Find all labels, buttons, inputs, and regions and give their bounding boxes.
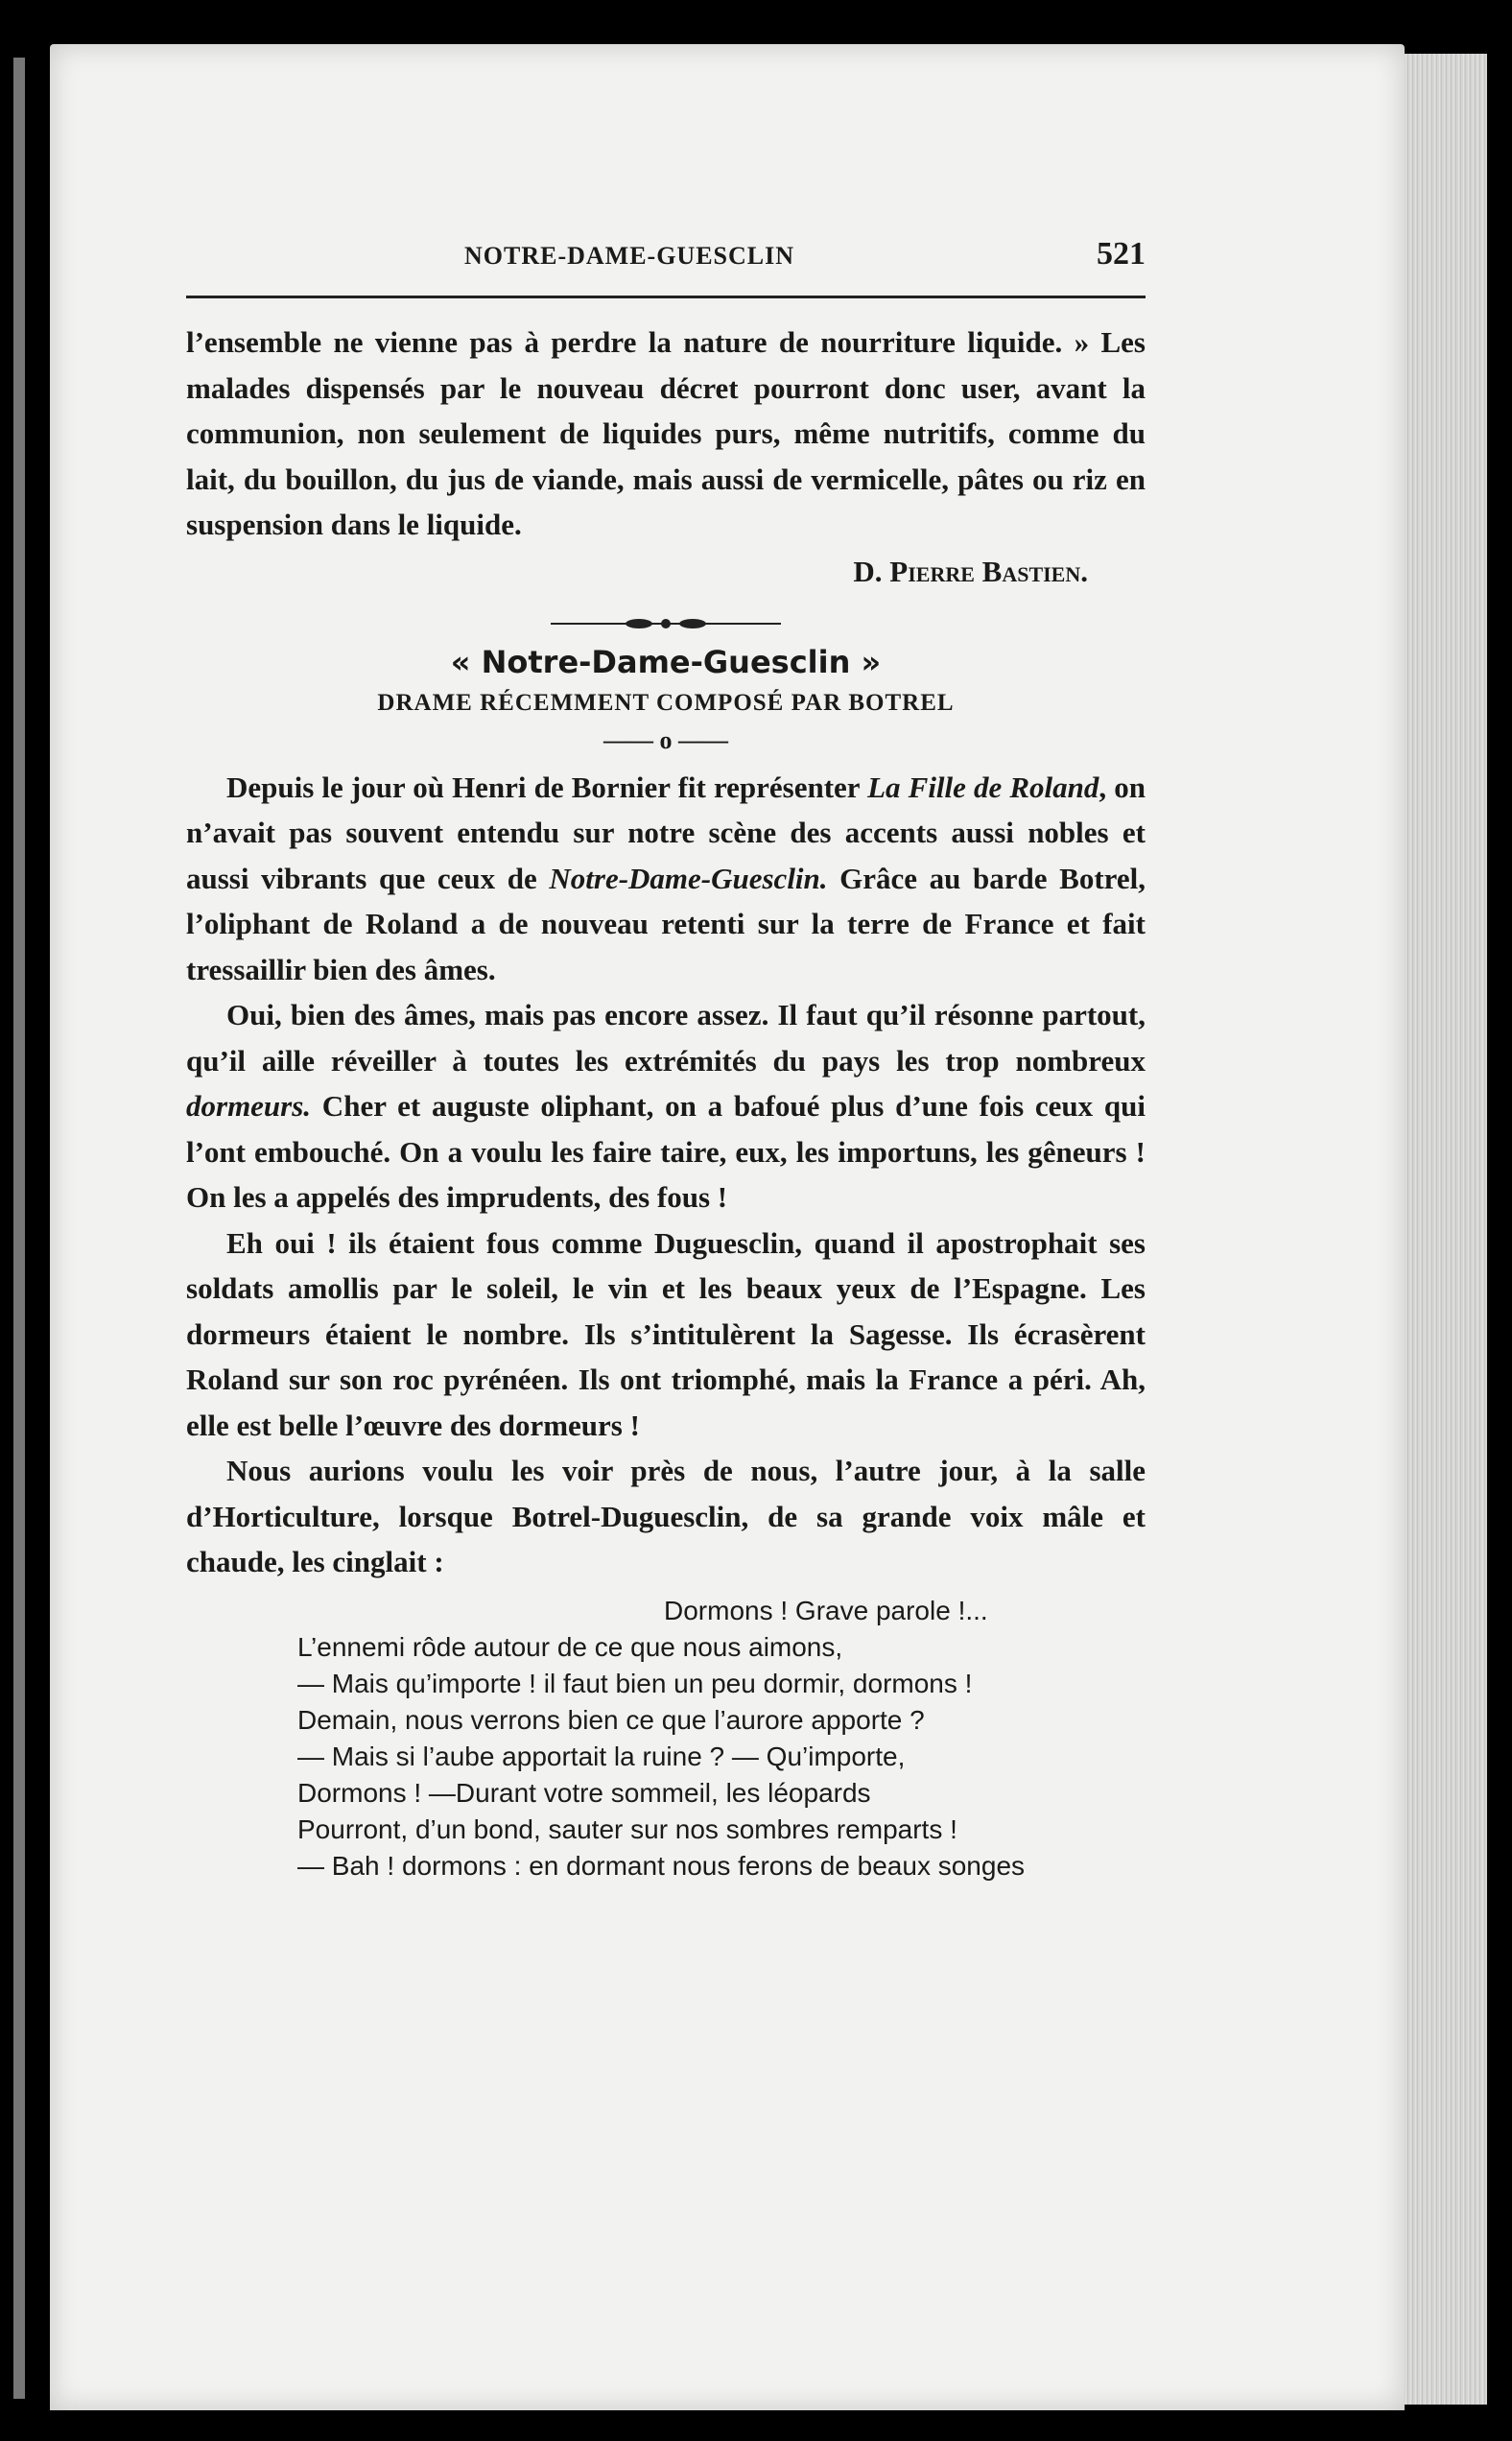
verse-line: Demain, nous verrons bien ce que l’aurore apporte ? (297, 1704, 925, 1735)
page-content (186, 230, 1146, 1884)
text-run: , on n’avait pas souvent entendu sur notre scène des accents aussi nobles et aussi vibrants que ceux de (186, 770, 1146, 895)
page-stack-edges (1405, 54, 1487, 2405)
text-run: Cher et auguste oliphant, on a bafoué plus d’une fois ceux qui l’ont embouché. On a voulu les faire taire, eux, les importuns, les gêneurs ! On les a appelés des imprudents, des fous ! (186, 1089, 1146, 1214)
italic-word: dormeurs. (186, 1089, 312, 1123)
verse-line: Dormons ! —Durant votre sommeil, les léopards (297, 1777, 871, 1808)
verse-line: Pourront, d’un bond, sauter sur nos sombres remparts ! (297, 1813, 957, 1844)
article-paragraph-1 (186, 765, 1146, 993)
verse-line: — Mais qu’importe ! il faut bien un peu dormir, dormons ! (297, 1668, 973, 1698)
section-ornament (186, 613, 1146, 638)
running-head-title: NOTRE-DAME-GUESCLIN (464, 242, 795, 270)
italic-title: Notre-Dame-Guesclin. (549, 861, 828, 895)
verse-line: — Bah ! dormons : en dormant nous ferons de beaux songes (297, 1850, 1026, 1881)
author-signature: D. Pierre Bastien. (853, 554, 1088, 588)
text-run: Grâce au barde Botrel, l’oliphant de Roland a de nouveau retenti sur la terre de France et fait tressaillir bien des âmes. (186, 861, 1146, 986)
article-divider: —— o —— (603, 725, 728, 754)
italic-title: La Fille de Roland (867, 770, 1099, 804)
page-number: 521 (1097, 236, 1146, 272)
article-subtitle: DRAME RÉCEMMENT COMPOSÉ PAR BOTREL (377, 689, 955, 716)
text-run: Depuis le jour où Henri de Bornier fit représenter (226, 770, 868, 804)
article-title: « Notre-Dame-Guesclin » (450, 643, 882, 680)
opening-paragraph: l’ensemble ne vienne pas à perdre la nature de nourriture liquide. » Les malades dispensés par le nouveau décret pourront donc user, avant la communion, non seulement de liquides purs, même nutritifs, comme du lait, du bouillon, du jus de viande, mais aussi de vermicelle, pâtes ou riz en suspension dans le liquide. (186, 325, 1146, 541)
article-paragraph-4: Nous aurions voulu les voir près de nous, l’autre jour, à la salle d’Horticulture, lorsque Botrel-Duguesclin, de sa grande voix mâle et chaude, les cinglait : (186, 1454, 1146, 1578)
article-paragraph-2 (186, 992, 1146, 1220)
verse-line: — Mais si l’aube apportait la ruine ? — Qu’importe, (297, 1741, 906, 1771)
running-head (186, 230, 1146, 288)
text-run: Oui, bien des âmes, mais pas encore assez. Il faut qu’il résonne partout, qu’il aille réveiller à toutes les extrémités du pays les trop nombreux (186, 998, 1146, 1078)
verse-quotation (186, 1593, 1146, 1884)
book-spine-edge (13, 58, 25, 2399)
article-paragraph-3: Eh oui ! ils étaient fous comme Duguesclin, quand il apostrophait ses soldats amollis par le soleil, le vin et les beaux yeux de l’Espagne. Les dormeurs étaient le nombre. Ils s’intitulèrent la Sagesse. Ils écrasèrent Roland sur son roc pyrénéen. Ils ont triomphé, mais la France a péri. Ah, elle est belle l’œuvre des dormeurs ! (186, 1225, 1146, 1442)
ornament-rule-icon (551, 613, 781, 634)
verse-line: L’ennemi rôde autour de ce que nous aimons, (297, 1631, 843, 1662)
header-rule (186, 296, 1146, 298)
verse-line: Dormons ! Grave parole !... (664, 1595, 988, 1625)
